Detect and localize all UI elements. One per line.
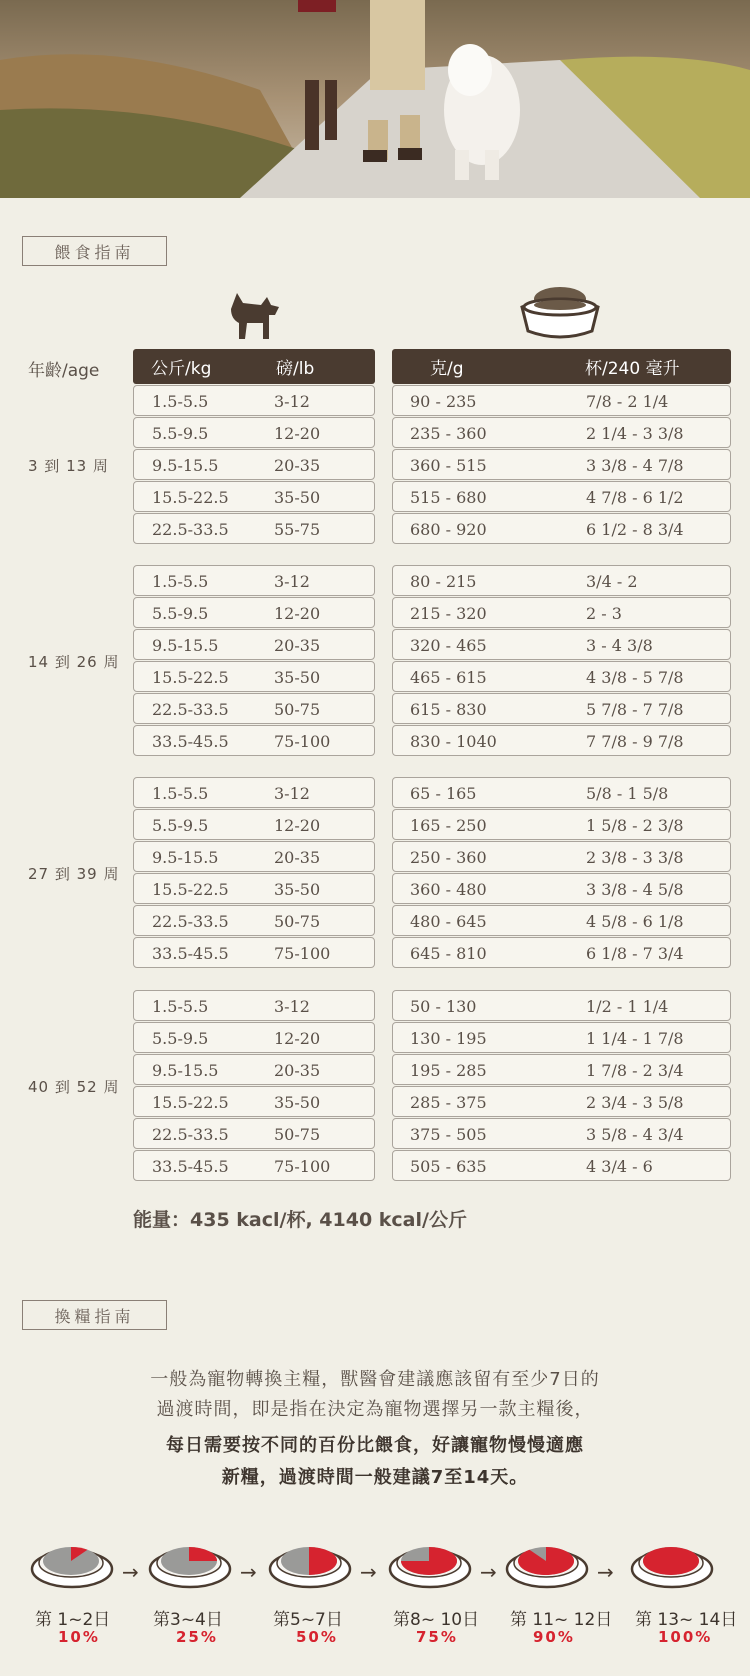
stage-day-label: 第 13~ 14日 bbox=[635, 1610, 738, 1630]
portion-row bbox=[392, 597, 731, 628]
cup-cell: 6 1/8 - 7 3/4 bbox=[586, 944, 684, 963]
portion-row bbox=[392, 481, 731, 512]
portion-row bbox=[392, 809, 731, 840]
cup-cell: 2 - 3 bbox=[586, 604, 622, 623]
weight-row bbox=[133, 777, 375, 808]
kg-cell: 9.5-15.5 bbox=[152, 1061, 219, 1080]
gram-cell: 285 - 375 bbox=[410, 1093, 487, 1112]
weight-row bbox=[133, 937, 375, 968]
kg-cell: 15.5-22.5 bbox=[152, 488, 229, 507]
portion-row bbox=[392, 1086, 731, 1117]
stage-percentage: 100% bbox=[658, 1628, 713, 1646]
weight-row bbox=[133, 661, 375, 692]
kg-cell: 5.5-9.5 bbox=[152, 1029, 209, 1048]
portion-row bbox=[392, 990, 731, 1021]
feeding-guide-title: 餵食指南 bbox=[22, 236, 167, 266]
kg-cell: 22.5-33.5 bbox=[152, 912, 229, 931]
kg-cell: 5.5-9.5 bbox=[152, 424, 209, 443]
lb-cell: 50-75 bbox=[274, 700, 321, 719]
energy-info: 能量：435 kacl/杯, 4140 kcal/公斤 bbox=[133, 1209, 467, 1231]
lb-cell: 35-50 bbox=[274, 1093, 321, 1112]
weight-row bbox=[133, 481, 375, 512]
cup-header: 杯/240 毫升 bbox=[585, 359, 680, 379]
arrow-right-icon: → bbox=[480, 1560, 497, 1584]
portion-row bbox=[392, 385, 731, 416]
transition-guide-title: 換糧指南 bbox=[22, 1300, 167, 1330]
weight-row bbox=[133, 449, 375, 480]
gram-cell: 320 - 465 bbox=[410, 636, 487, 655]
gram-cell: 480 - 645 bbox=[410, 912, 487, 931]
cup-cell: 7 7/8 - 9 7/8 bbox=[586, 732, 684, 751]
cup-cell: 4 7/8 - 6 1/2 bbox=[586, 488, 684, 507]
kg-header: 公斤/kg bbox=[151, 359, 212, 379]
cup-cell: 2 3/4 - 3 5/8 bbox=[586, 1093, 684, 1112]
stage-percentage: 90% bbox=[533, 1628, 575, 1646]
lb-cell: 3-12 bbox=[274, 392, 310, 411]
cup-cell: 4 5/8 - 6 1/8 bbox=[586, 912, 684, 931]
stage-day-label: 第5~7日 bbox=[273, 1610, 343, 1630]
gram-cell: 615 - 830 bbox=[410, 700, 487, 719]
transition-bowl-icon bbox=[505, 1535, 589, 1595]
lb-cell: 35-50 bbox=[274, 880, 321, 899]
cup-cell: 3 5/8 - 4 3/4 bbox=[586, 1125, 684, 1144]
stage-percentage: 10% bbox=[58, 1628, 100, 1646]
weight-row bbox=[133, 417, 375, 448]
kg-cell: 33.5-45.5 bbox=[152, 732, 229, 751]
portion-row bbox=[392, 937, 731, 968]
cup-cell: 1/2 - 1 1/4 bbox=[586, 997, 669, 1016]
portion-row bbox=[392, 661, 731, 692]
portion-row bbox=[392, 873, 731, 904]
weight-row bbox=[133, 873, 375, 904]
lb-cell: 75-100 bbox=[274, 732, 331, 751]
portion-row bbox=[392, 565, 731, 596]
gram-cell: 465 - 615 bbox=[410, 668, 487, 687]
age-group-label: 3 到 13 周 bbox=[28, 457, 109, 475]
hero-photo bbox=[0, 0, 750, 198]
gram-header: 克/g bbox=[430, 359, 464, 379]
kg-cell: 1.5-5.5 bbox=[152, 572, 209, 591]
intro-bold-line-2: 新糧，過渡時間一般建議7至14天。 bbox=[221, 1467, 529, 1488]
transition-bowl-icon bbox=[148, 1535, 232, 1595]
kg-cell: 15.5-22.5 bbox=[152, 880, 229, 899]
portion-row bbox=[392, 629, 731, 660]
arrow-right-icon: → bbox=[122, 1560, 139, 1584]
age-group-label: 27 到 39 周 bbox=[28, 865, 120, 883]
gram-cell: 505 - 635 bbox=[410, 1157, 487, 1176]
gram-cell: 65 - 165 bbox=[410, 784, 477, 803]
kg-cell: 33.5-45.5 bbox=[152, 1157, 229, 1176]
weight-row bbox=[133, 809, 375, 840]
kg-cell: 22.5-33.5 bbox=[152, 700, 229, 719]
gram-cell: 830 - 1040 bbox=[410, 732, 497, 751]
gram-cell: 215 - 320 bbox=[410, 604, 487, 623]
weight-row bbox=[133, 693, 375, 724]
portion-row bbox=[392, 1022, 731, 1053]
portion-row bbox=[392, 1054, 731, 1085]
food-bowl-icon bbox=[518, 283, 602, 341]
kg-cell: 33.5-45.5 bbox=[152, 944, 229, 963]
weight-row bbox=[133, 990, 375, 1021]
arrow-right-icon: → bbox=[360, 1560, 377, 1584]
weight-row bbox=[133, 629, 375, 660]
portion-row bbox=[392, 513, 731, 544]
lb-cell: 12-20 bbox=[274, 1029, 321, 1048]
lb-cell: 12-20 bbox=[274, 424, 321, 443]
weight-row bbox=[133, 905, 375, 936]
intro-bold-line-1: 每日需要按不同的百份比餵食，好讓寵物慢慢適應 bbox=[166, 1435, 584, 1456]
lb-cell: 50-75 bbox=[274, 1125, 321, 1144]
lb-cell: 12-20 bbox=[274, 816, 321, 835]
arrow-right-icon: → bbox=[240, 1560, 257, 1584]
gram-cell: 375 - 505 bbox=[410, 1125, 487, 1144]
intro-line-1: 一般為寵物轉換主糧，獸醫會建議應該留有至少7日的 bbox=[150, 1369, 600, 1390]
kg-cell: 1.5-5.5 bbox=[152, 784, 209, 803]
cup-cell: 1 7/8 - 2 3/4 bbox=[586, 1061, 684, 1080]
stage-percentage: 50% bbox=[296, 1628, 338, 1646]
portion-row bbox=[392, 1118, 731, 1149]
lb-cell: 20-35 bbox=[274, 456, 321, 475]
lb-header: 磅/lb bbox=[276, 359, 315, 379]
kg-cell: 1.5-5.5 bbox=[152, 392, 209, 411]
weight-row bbox=[133, 725, 375, 756]
weight-row bbox=[133, 513, 375, 544]
lb-cell: 3-12 bbox=[274, 784, 310, 803]
cup-cell: 5 7/8 - 7 7/8 bbox=[586, 700, 684, 719]
cup-cell: 5/8 - 1 5/8 bbox=[586, 784, 669, 803]
lb-cell: 35-50 bbox=[274, 668, 321, 687]
portion-row bbox=[392, 1150, 731, 1181]
stage-day-label: 第 11~ 12日 bbox=[510, 1610, 613, 1630]
gram-cell: 680 - 920 bbox=[410, 520, 487, 539]
gram-cell: 360 - 515 bbox=[410, 456, 487, 475]
cup-cell: 3 - 4 3/8 bbox=[586, 636, 653, 655]
cup-cell: 2 1/4 - 3 3/8 bbox=[586, 424, 684, 443]
kg-cell: 9.5-15.5 bbox=[152, 848, 219, 867]
stage-day-label: 第8~ 10日 bbox=[393, 1610, 480, 1630]
kg-cell: 15.5-22.5 bbox=[152, 668, 229, 687]
cup-cell: 3 3/8 - 4 5/8 bbox=[586, 880, 684, 899]
intro-line-2: 過渡時間，即是指在決定為寵物選擇另一款主糧後， bbox=[156, 1399, 594, 1420]
cup-cell: 3/4 - 2 bbox=[586, 572, 638, 591]
weight-row bbox=[133, 841, 375, 872]
lb-cell: 50-75 bbox=[274, 912, 321, 931]
age-group-label: 40 到 52 周 bbox=[28, 1078, 120, 1096]
stage-day-label: 第3~4日 bbox=[153, 1610, 223, 1630]
cup-cell: 7/8 - 2 1/4 bbox=[586, 392, 669, 411]
portion-header bbox=[392, 349, 731, 384]
stage-percentage: 75% bbox=[416, 1628, 458, 1646]
portion-row bbox=[392, 725, 731, 756]
gram-cell: 235 - 360 bbox=[410, 424, 487, 443]
kg-cell: 1.5-5.5 bbox=[152, 997, 209, 1016]
gram-cell: 165 - 250 bbox=[410, 816, 487, 835]
weight-row bbox=[133, 385, 375, 416]
transition-bowl-icon bbox=[388, 1535, 472, 1595]
portion-row bbox=[392, 417, 731, 448]
portion-row bbox=[392, 449, 731, 480]
weight-row bbox=[133, 565, 375, 596]
gram-cell: 645 - 810 bbox=[410, 944, 487, 963]
weight-row bbox=[133, 597, 375, 628]
cup-cell: 1 1/4 - 1 7/8 bbox=[586, 1029, 684, 1048]
lb-cell: 12-20 bbox=[274, 604, 321, 623]
portion-row bbox=[392, 777, 731, 808]
transition-bowl-icon bbox=[630, 1535, 714, 1595]
transition-bowl-icon bbox=[268, 1535, 352, 1595]
portion-row bbox=[392, 693, 731, 724]
gram-cell: 360 - 480 bbox=[410, 880, 487, 899]
age-group-label: 14 到 26 周 bbox=[28, 653, 120, 671]
kg-cell: 22.5-33.5 bbox=[152, 520, 229, 539]
cup-cell: 3 3/8 - 4 7/8 bbox=[586, 456, 684, 475]
cup-cell: 6 1/2 - 8 3/4 bbox=[586, 520, 684, 539]
lb-cell: 3-12 bbox=[274, 997, 310, 1016]
arrow-right-icon: → bbox=[597, 1560, 614, 1584]
weight-row bbox=[133, 1054, 375, 1085]
kg-cell: 9.5-15.5 bbox=[152, 456, 219, 475]
weight-row bbox=[133, 1022, 375, 1053]
gram-cell: 50 - 130 bbox=[410, 997, 477, 1016]
dog-icon bbox=[223, 289, 283, 341]
gram-cell: 90 - 235 bbox=[410, 392, 477, 411]
cup-cell: 2 3/8 - 3 3/8 bbox=[586, 848, 684, 867]
weight-row bbox=[133, 1150, 375, 1181]
weight-row bbox=[133, 1086, 375, 1117]
gram-cell: 515 - 680 bbox=[410, 488, 487, 507]
portion-row bbox=[392, 841, 731, 872]
lb-cell: 35-50 bbox=[274, 488, 321, 507]
cup-cell: 1 5/8 - 2 3/8 bbox=[586, 816, 684, 835]
cup-cell: 4 3/4 - 6 bbox=[586, 1157, 653, 1176]
weight-row bbox=[133, 1118, 375, 1149]
lb-cell: 20-35 bbox=[274, 1061, 321, 1080]
lb-cell: 3-12 bbox=[274, 572, 310, 591]
lb-cell: 75-100 bbox=[274, 1157, 331, 1176]
kg-cell: 22.5-33.5 bbox=[152, 1125, 229, 1144]
gram-cell: 130 - 195 bbox=[410, 1029, 487, 1048]
lb-cell: 75-100 bbox=[274, 944, 331, 963]
kg-cell: 5.5-9.5 bbox=[152, 816, 209, 835]
lb-cell: 20-35 bbox=[274, 848, 321, 867]
stage-day-label: 第 1~2日 bbox=[35, 1610, 111, 1630]
gram-cell: 195 - 285 bbox=[410, 1061, 487, 1080]
transition-bowl-icon bbox=[30, 1535, 114, 1595]
kg-cell: 15.5-22.5 bbox=[152, 1093, 229, 1112]
kg-cell: 9.5-15.5 bbox=[152, 636, 219, 655]
weight-header bbox=[133, 349, 375, 384]
age-column-header: 年齡/age bbox=[28, 361, 100, 381]
kg-cell: 5.5-9.5 bbox=[152, 604, 209, 623]
gram-cell: 250 - 360 bbox=[410, 848, 487, 867]
cup-cell: 4 3/8 - 5 7/8 bbox=[586, 668, 684, 687]
portion-row bbox=[392, 905, 731, 936]
gram-cell: 80 - 215 bbox=[410, 572, 477, 591]
lb-cell: 20-35 bbox=[274, 636, 321, 655]
stage-percentage: 25% bbox=[176, 1628, 218, 1646]
lb-cell: 55-75 bbox=[274, 520, 321, 539]
